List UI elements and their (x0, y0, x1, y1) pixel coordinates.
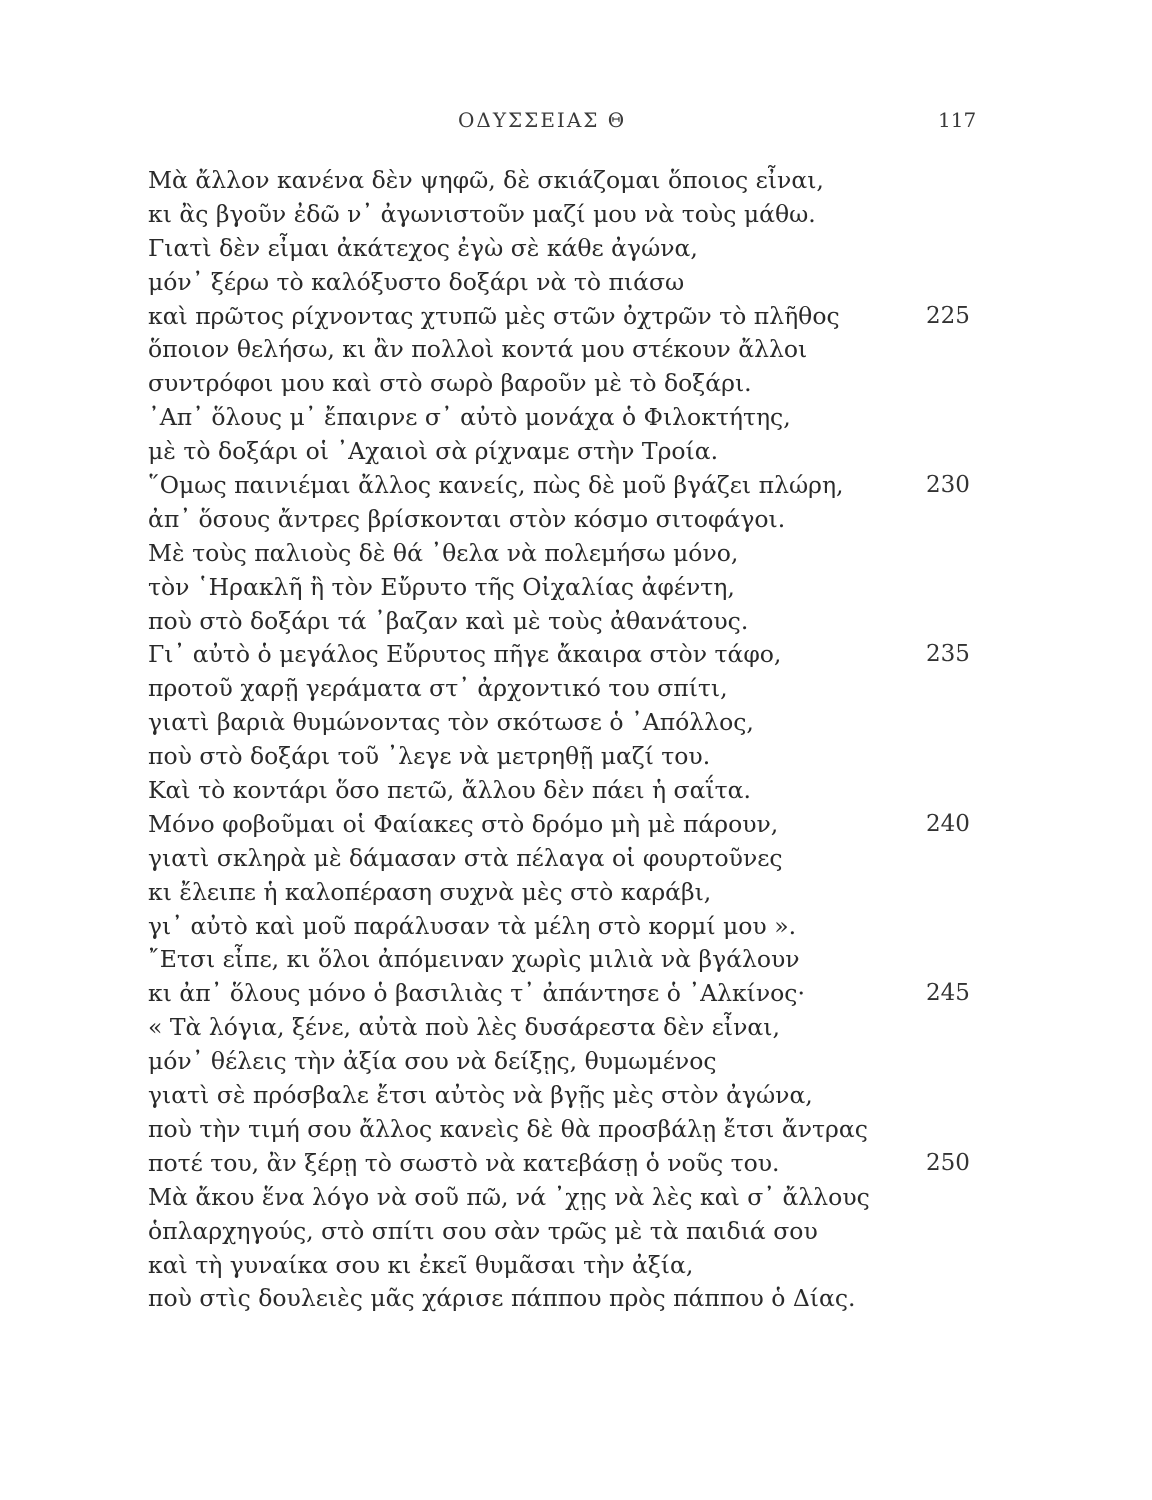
verse-line (148, 977, 988, 1011)
verse-text: Γι᾽ αὐτὸ ὁ μεγάλος Εὔρυτος πῆγε ἄκαιρα στὸν τάφο, (148, 640, 782, 669)
verse-line (148, 605, 988, 639)
running-head (0, 108, 1152, 138)
verse-line (148, 367, 988, 401)
verse-text: Μόνο φοβοῦμαι οἱ Φαίακες στὸ δρόμο μὴ μὲ πάρουν, (148, 809, 779, 838)
verse-line (148, 1147, 988, 1181)
verse-text: ᾽Απ᾽ ὅλους μ᾽ ἔπαιρνε σ᾽ αὐτὸ μονάχα ὁ Φιλοκτήτης, (148, 403, 791, 432)
verse-line (148, 198, 988, 232)
verse-text: ποὺ στὸ δοξάρι τοῦ ᾽λεγε νὰ μετρηθῇ μαζί του. (148, 742, 711, 771)
verse-text: ῎Ετσι εἶπε, κι ὅλοι ἀπόμειναν χωρὶς μιλιὰ νὰ βγάλουν (148, 945, 800, 974)
verse-text: γιατὶ σὲ πρόσβαλε ἔτσι αὐτὸς νὰ βγῇς μὲς στὸν ἀγώνα, (148, 1081, 813, 1110)
verse-line (148, 435, 988, 469)
verse-line (148, 1113, 988, 1147)
verse-line (148, 537, 988, 571)
verse-text: καὶ τὴ γυναίκα σου κι ἐκεῖ θυμᾶσαι τὴν ἀξία, (148, 1250, 694, 1279)
verse-text: κι ἂς βγοῦν ἐδῶ ν᾽ ἀγωνιστοῦν μαζί μου νὰ τοὺς μάθω. (148, 199, 816, 228)
verse-line (148, 300, 988, 334)
verse-line (148, 672, 988, 706)
verse-line (148, 1282, 988, 1316)
verse-number: 230 (926, 472, 970, 499)
verse-line (148, 401, 988, 435)
verse-line (148, 638, 988, 672)
verse-text: Μὲ τοὺς παλιοὺς δὲ θά ᾽θελα νὰ πολεμήσω μόνο, (148, 538, 739, 567)
verse-line (148, 503, 988, 537)
verse-text: ποὺ τὴν τιμή σου ἄλλος κανεὶς δὲ θὰ προσβάλῃ ἔτσι ἄντρας (148, 1114, 868, 1143)
verse-line (148, 1181, 988, 1215)
verse-number: 235 (926, 641, 970, 668)
verse-text: κι ἀπ᾽ ὅλους μόνο ὁ βασιλιὰς τ᾽ ἀπάντησε ὁ ᾽Αλκίνος· (148, 979, 805, 1008)
verse-line (148, 910, 988, 944)
verse-line (148, 1011, 988, 1045)
verse-text: Μὰ ἄλλον κανένα δὲν ψηφῶ, δὲ σκιάζομαι ὅποιος εἶναι, (148, 166, 824, 194)
verse-text: ποὺ στὸ δοξάρι τά ᾽βαζαν καὶ μὲ τοὺς ἀθανάτους. (148, 606, 749, 635)
verse-text: ποὺ στὶς δουλειὲς μᾶς χάρισε πάππου πρὸς πάππου ὁ Δίας. (148, 1284, 856, 1313)
verse-text: μὲ τὸ δοξάρι οἱ ᾽Αχαιοὶ σὰ ρίχναμε στὴν Τροία. (148, 437, 719, 466)
verse-line (148, 876, 988, 910)
verse-line (148, 943, 988, 977)
verse-line (148, 808, 988, 842)
verse-text: « Τὰ λόγια, ξένε, αὐτὰ ποὺ λὲς δυσάρεστα δὲν εἶναι, (148, 1013, 780, 1042)
verse-text: συντρόφοι μου καὶ στὸ σωρὸ βαροῦν μὲ τὸ δοξάρι. (148, 369, 752, 398)
page-number: 117 (938, 108, 977, 132)
verse-number: 250 (926, 1149, 970, 1176)
verse-line (148, 469, 988, 503)
verse-line (148, 706, 988, 740)
verse-text: ὅποιον θελήσω, κι ἂν πολλοὶ κοντά μου στέκουν ἄλλοι (148, 335, 808, 364)
verse-text: προτοῦ χαρῇ γεράματα στ᾽ ἀρχοντικό του σπίτι, (148, 674, 728, 703)
verse-line (148, 232, 988, 266)
verse-text: γιατὶ βαριὰ θυμώνοντας τὸν σκότωσε ὁ ᾽Απόλλος, (148, 708, 754, 737)
verse-text: τὸν ῾Ηρακλῆ ἢ τὸν Εὔρυτο τῆς Οἰχαλίας ἀφέντη, (148, 572, 735, 601)
verse-number: 240 (926, 810, 970, 837)
verse-text: ποτέ του, ἂν ξέρῃ τὸ σωστὸ νὰ κατεβάσῃ ὁ νοῦς του. (148, 1148, 780, 1177)
verse-line (148, 164, 988, 198)
verse-number: 225 (926, 302, 970, 329)
verse-line (148, 1249, 988, 1283)
running-title: ΟΔΥΣΣΕΙΑΣ Θ (458, 108, 627, 132)
verse-line (148, 774, 988, 808)
verse-line (148, 1079, 988, 1113)
verse-text: μόν᾽ ξέρω τὸ καλόξυστο δοξάρι νὰ τὸ πιάσω (148, 267, 685, 296)
verse-line (148, 1045, 988, 1079)
verse-line (148, 740, 988, 774)
verse-text: μόν᾽ θέλεις τὴν ἀξία σου νὰ δείξῃς, θυμωμένος (148, 1047, 717, 1076)
verse-text: Γιατὶ δὲν εἶμαι ἀκάτεχος ἐγὼ σὲ κάθε ἀγώνα, (148, 233, 698, 262)
verse-text: Καὶ τὸ κοντάρι ὅσο πετῶ, ἄλλου δὲν πάει ἡ σαΐτα. (148, 776, 752, 805)
verse-text: κι ἔλειπε ἡ καλοπέραση συχνὰ μὲς στὸ καράβι, (148, 877, 712, 906)
verse-text: ῞Ομως παινιέμαι ἄλλος κανείς, πὼς δὲ μοῦ βγάζει πλώρη, (148, 471, 844, 500)
verse-line (148, 571, 988, 605)
verse-text: ἀπ᾽ ὅσους ἄντρες βρίσκονται στὸν κόσμο σιτοφάγοι. (148, 504, 786, 533)
verse-text: γι᾽ αὐτὸ καὶ μοῦ παράλυσαν τὰ μέλη στὸ κορμί μου ». (148, 911, 797, 940)
verse-text: γιατὶ σκληρὰ μὲ δάμασαν στὰ πέλαγα οἱ φουρτοῦνες (148, 843, 783, 872)
verse-line (148, 842, 988, 876)
verse-line (148, 333, 988, 367)
verse-text: ὁπλαρχηγούς, στὸ σπίτι σου σὰν τρῶς μὲ τὰ παιδιά σου (148, 1216, 818, 1245)
verse-number: 245 (926, 980, 970, 1007)
verse-line (148, 266, 988, 300)
poem-text (148, 164, 988, 1316)
verse-text: καὶ πρῶτος ρίχνοντας χτυπῶ μὲς στῶν ὀχτρῶν τὸ πλῆθος (148, 301, 840, 330)
verse-line (148, 1215, 988, 1249)
verse-text: Μὰ ἄκου ἕνα λόγο νὰ σοῦ πῶ, νά ᾽χῃς νὰ λὲς καὶ σ᾽ ἄλλους (148, 1182, 870, 1211)
